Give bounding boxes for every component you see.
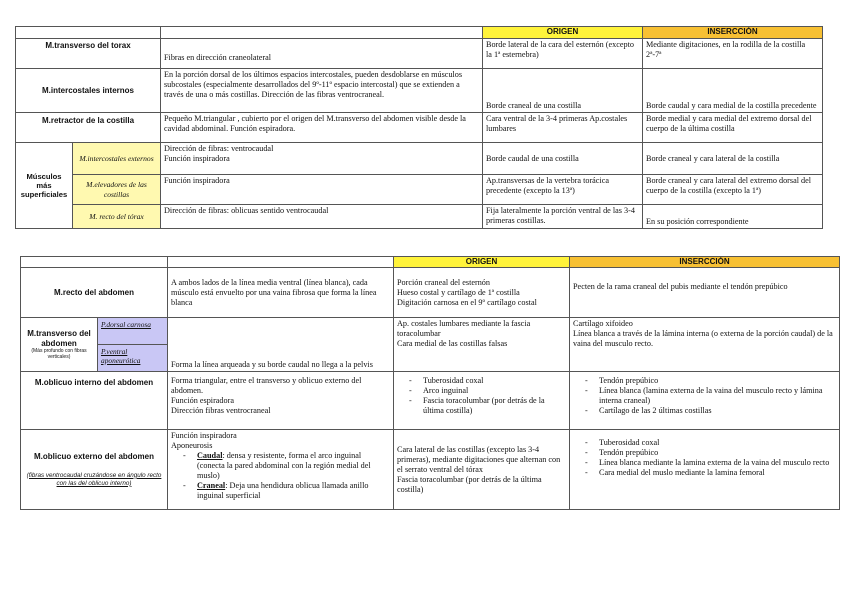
sub-muscle-name: M. recto del tórax <box>73 205 161 229</box>
muscle-origin: Ap.transversas de la vertebra torácica precedente (excepto la 13ª) <box>483 175 643 205</box>
muscle-insertion <box>570 430 840 510</box>
list-item: - Fascia toracolumbar (por detrás de la última costilla) <box>423 396 566 416</box>
empty-header-cell <box>16 27 161 39</box>
muscle-insertion <box>570 372 840 430</box>
thorax-muscles-table <box>15 26 823 229</box>
list-item: - Tuberosidad coxal <box>599 438 836 448</box>
empty-header-cell <box>21 257 168 268</box>
table-row <box>16 205 823 229</box>
list-item: - Tuberosidad coxal <box>423 376 566 386</box>
muscle-name: M.transverso del abdomen <box>27 328 91 348</box>
table-row <box>16 113 823 143</box>
list-item: - Cara medial del muslo mediante la lamina femoral <box>599 468 836 478</box>
table-row <box>21 318 840 345</box>
muscle-origin: Ap. costales lumbares mediante la fascia toracolumbar Cara medial de las costillas falsas <box>394 318 570 372</box>
list-item: - Arco inguinal <box>423 386 566 396</box>
sub-muscle-name: M.elevadores de las costillas <box>73 175 161 205</box>
caudal-text: : densa y resistente, forma el arco inguinal (conecta la pared abdominal con la región medial del muslo) <box>197 451 371 480</box>
muscle-name: M.transverso del torax <box>16 39 161 69</box>
muscle-description: Dirección de fibras: ventrocaudal Función inspiradora <box>161 143 483 175</box>
muscle-name: M.intercostales internos <box>16 69 161 113</box>
muscle-name-cell <box>21 318 98 372</box>
muscle-description: En la porción dorsal de los últimos espacios intercostales, pueden desdoblarse en músculos subcostales (especialmente desarrollados del 9º-11º espacio intercostal) que se extienden a través de una o más costillas. Dirección de las fibras ventrocraneal. <box>161 69 483 113</box>
muscle-description: Forma la línea arqueada y su borde caudal no llega a la pelvis <box>168 318 394 372</box>
muscle-note: (fibras ventrocaudal cruzándose en ángulo recto con las del oblicuo interno) <box>26 471 162 487</box>
muscle-name: M.retractor de la costilla <box>16 113 161 143</box>
muscle-insertion: Borde caudal y cara medial de la costilla precedente <box>643 69 823 113</box>
muscle-insertion: Borde medial y cara medial del extremo dorsal del cuerpo de la última costilla <box>643 113 823 143</box>
muscle-insertion: Pecten de la rama craneal del pubis mediante el tendón prepúbico <box>570 268 840 318</box>
muscle-insertion: En su posición correspondiente <box>643 205 823 229</box>
table-row <box>16 143 823 175</box>
muscle-origin: Fija lateralmente la porción ventral de las 3-4 primeras costillas. <box>483 205 643 229</box>
sub-part-name: P.ventral aponeurótica <box>98 345 168 372</box>
muscle-name-cell <box>21 430 168 510</box>
muscle-origin: Cara ventral de la 3-4 primeras Ap.costales lumbares <box>483 113 643 143</box>
list-item: - Cartílago de las 2 últimas costillas <box>599 406 836 416</box>
list-item: - Línea blanca mediante la lamina externa de la vaina del musculo recto <box>599 458 836 468</box>
description-intro: Función inspiradora Aponeurosis <box>171 431 237 450</box>
empty-header-cell <box>168 257 394 268</box>
muscle-description: Dirección de fibras: oblicuas sentido ventrocaudal <box>161 205 483 229</box>
insercion-header: INSERCCIÓN <box>643 27 823 39</box>
empty-header-cell <box>161 27 483 39</box>
craneal-text: : Deja una hendidura oblicua llamada anillo inguinal superficial <box>197 481 369 500</box>
muscle-origin: Borde lateral de la cara del esternón (excepto la 1ª esternebra) <box>483 39 643 69</box>
list-item <box>197 481 390 501</box>
muscle-description: Forma triangular, entre el transverso y oblicuo externo del abdomen. Función espiradora Dirección fibras ventrocraneal <box>168 372 394 430</box>
group-name: Músculos más superficiales <box>16 143 73 229</box>
table-row <box>21 430 840 510</box>
table-row <box>16 69 823 113</box>
caudal-label: Caudal <box>197 451 223 460</box>
table-row <box>16 175 823 205</box>
origen-header: ORIGEN <box>483 27 643 39</box>
muscle-name: M.recto del abdomen <box>21 268 168 318</box>
muscle-origin: Borde caudal de una costilla <box>483 143 643 175</box>
muscle-name: M.oblicuo interno del abdomen <box>21 372 168 430</box>
muscle-note: (Más profundo con fibras verticales) <box>31 348 87 361</box>
sub-part-name: P.dorsal carnosa <box>98 318 168 345</box>
muscle-insertion: Cartílago xifoideo Línea blanca a través de la lámina interna (o externa de la porción caudal) de la vaina del musculo recto. <box>570 318 840 372</box>
muscle-description: Fibras en dirección craneolateral <box>161 39 483 69</box>
list-item: - Línea blanca (lamina externa de la vaina del musculo recto y lámina interna craneal) <box>599 386 836 406</box>
table-row <box>21 372 840 430</box>
muscle-insertion: Borde craneal y cara lateral de la costilla <box>643 143 823 175</box>
abdomen-muscles-table <box>20 256 840 510</box>
list-item: - Tendón prepúbico <box>599 448 836 458</box>
muscle-insertion: Mediante digitaciones, en la rodilla de la costilla 2ª-7ª <box>643 39 823 69</box>
muscle-origin: Borde craneal de una costilla <box>483 69 643 113</box>
origen-header: ORIGEN <box>394 257 570 268</box>
muscle-description: A ambos lados de la línea media ventral (línea blanca), cada músculo está envuelto por una vaina fibrosa que forma la línea blanca <box>168 268 394 318</box>
muscle-description: Función inspiradora <box>161 175 483 205</box>
muscle-origin: Porción craneal del esternón Hueso costal y cartílago de 1ª costilla Digitación carnosa en el 9º cartílago costal <box>394 268 570 318</box>
muscle-name: M.oblicuo externo del abdomen <box>33 452 154 461</box>
muscle-origin <box>394 372 570 430</box>
sub-muscle-name: M.intercostales externos <box>73 143 161 175</box>
craneal-label: Craneal <box>197 481 226 490</box>
table-row <box>21 268 840 318</box>
list-item <box>197 451 390 481</box>
muscle-origin: Cara lateral de las costillas (excepto las 3-4 primeras), mediante digitaciones que alternan con el serrato ventral del tórax Fascia toracolumbar (por detrás de la última costilla) <box>394 430 570 510</box>
insercion-header: INSERCCIÓN <box>570 257 840 268</box>
list-item: - Tendón prepúbico <box>599 376 836 386</box>
muscle-description <box>168 430 394 510</box>
muscle-insertion: Borde craneal y cara lateral del extremo dorsal del cuerpo de la costilla (excepto la 1ª) <box>643 175 823 205</box>
muscle-description: Pequeño M.triangular , cubierto por el origen del M.transverso del abdomen visible desde la cavidad abdominal. Función espiradora. <box>161 113 483 143</box>
table-row <box>16 39 823 69</box>
